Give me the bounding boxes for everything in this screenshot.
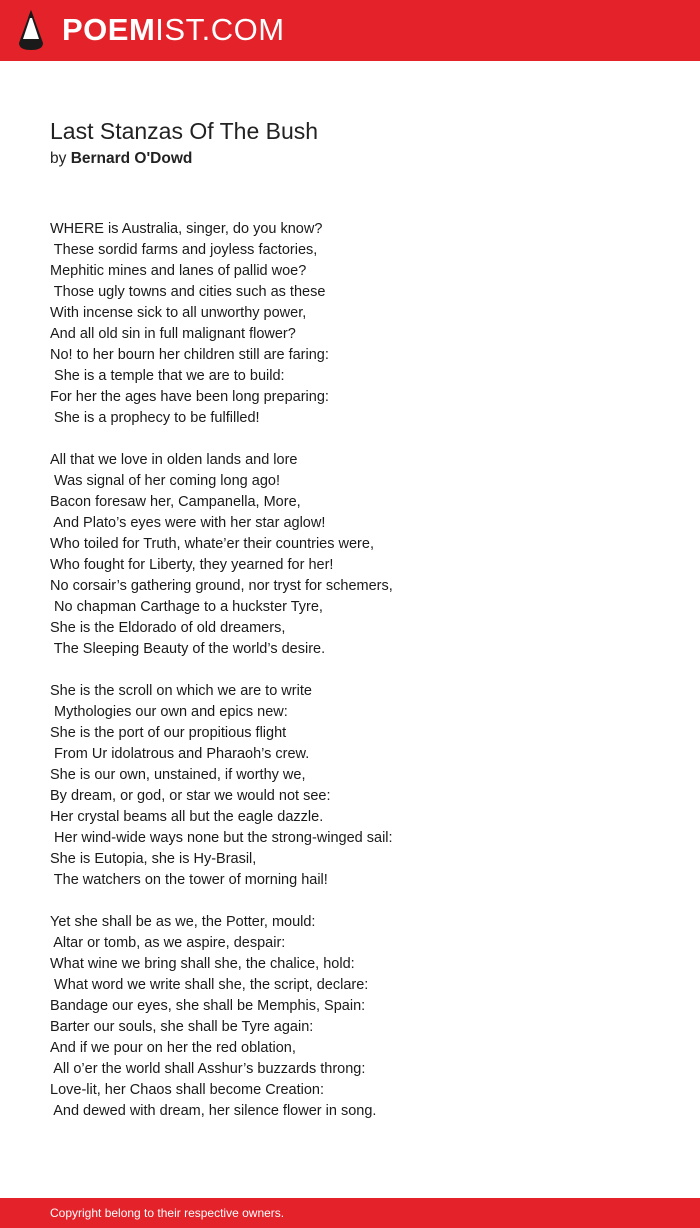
poem-line: With incense sick to all unworthy power,	[50, 305, 307, 321]
poem-line: Bandage our eyes, she shall be Memphis, Spain:	[50, 998, 366, 1014]
poem-line: What word we write shall she, the script, declare:	[50, 977, 369, 993]
poem-line: Bacon foresaw her, Campanella, More,	[50, 494, 301, 510]
top-bar	[0, 0, 700, 61]
site-logo-text[interactable]	[62, 12, 285, 48]
poem-line: These sordid farms and joyless factories,	[50, 242, 318, 258]
poem-line: Altar or tomb, as we aspire, despair:	[50, 935, 286, 951]
poem-line: She is the scroll on which we are to write	[50, 683, 312, 699]
author-name: Bernard O'Dowd	[70, 150, 193, 167]
poem-line: No corsair’s gathering ground, nor tryst for schemers,	[50, 578, 393, 594]
poem-line: And all old sin in full malignant flower?	[50, 326, 296, 342]
poem-line: She is our own, unstained, if worthy we,	[50, 767, 306, 783]
pencil-tip-icon[interactable]	[18, 9, 44, 51]
poem-line: No chapman Carthage to a huckster Tyre,	[50, 599, 323, 615]
poem-line: She is Eutopia, she is Hy-Brasil,	[50, 851, 257, 867]
poem-line: Her crystal beams all but the eagle dazzle.	[50, 809, 324, 825]
stanza	[50, 681, 670, 891]
poem-line: Mythologies our own and epics new:	[50, 704, 288, 720]
poem-line: And dewed with dream, her silence flower in song.	[50, 1103, 377, 1119]
poem-line: From Ur idolatrous and Pharaoh’s crew.	[50, 746, 310, 762]
poem-body	[50, 219, 670, 1143]
poem-line: And Plato’s eyes were with her star aglow!	[50, 515, 326, 531]
poem-line: Love-lit, her Chaos shall become Creation:	[50, 1082, 325, 1098]
stanza	[50, 450, 670, 660]
poem-line: WHERE is Australia, singer, do you know?	[50, 221, 323, 237]
poem-title: Last Stanzas Of The Bush	[50, 118, 319, 144]
poem-line: Who toiled for Truth, whate’er their countries were,	[50, 536, 374, 552]
brand-bold: POEM	[62, 12, 156, 47]
poem-line: Mephitic mines and lanes of pallid woe?	[50, 263, 307, 279]
footer-bar	[0, 1198, 700, 1228]
poem-line: And if we pour on her the red oblation,	[50, 1040, 296, 1056]
poem-line: All that we love in olden lands and lore	[50, 452, 298, 468]
poem-line: All o’er the world shall Asshur’s buzzards throng:	[50, 1061, 366, 1077]
poem-line: She is the port of our propitious flight	[50, 725, 287, 741]
poem-line: She is a temple that we are to build:	[50, 368, 285, 384]
poem-line: Those ugly towns and cities such as these	[50, 284, 326, 300]
stanza	[50, 912, 670, 1122]
by-label: by	[50, 150, 67, 167]
brand-light: IST.COM	[155, 12, 285, 47]
poem-line: The watchers on the tower of morning hail!	[50, 872, 328, 888]
poem-line: Barter our souls, she shall be Tyre again:	[50, 1019, 314, 1035]
copyright-text: Copyright belong to their respective owners.	[50, 1206, 285, 1220]
stanza	[50, 219, 670, 429]
poem-line: No! to her bourn her children still are faring:	[50, 347, 329, 363]
poem-line: Who fought for Liberty, they yearned for her!	[50, 557, 334, 573]
poem-line: Yet she shall be as we, the Potter, mould:	[50, 914, 316, 930]
poem-line: She is the Eldorado of old dreamers,	[50, 620, 286, 636]
poem-line: Was signal of her coming long ago!	[50, 473, 280, 489]
poem-line: She is a prophecy to be fulfilled!	[50, 410, 260, 426]
poem-line: For her the ages have been long preparing:	[50, 389, 329, 405]
poem-line: Her wind-wide ways none but the strong-winged sail:	[50, 830, 393, 846]
poem-line: The Sleeping Beauty of the world’s desire.	[50, 641, 326, 657]
poem-line: What wine we bring shall she, the chalice, hold:	[50, 956, 355, 972]
poem-line: By dream, or god, or star we would not see:	[50, 788, 331, 804]
byline	[50, 149, 192, 169]
